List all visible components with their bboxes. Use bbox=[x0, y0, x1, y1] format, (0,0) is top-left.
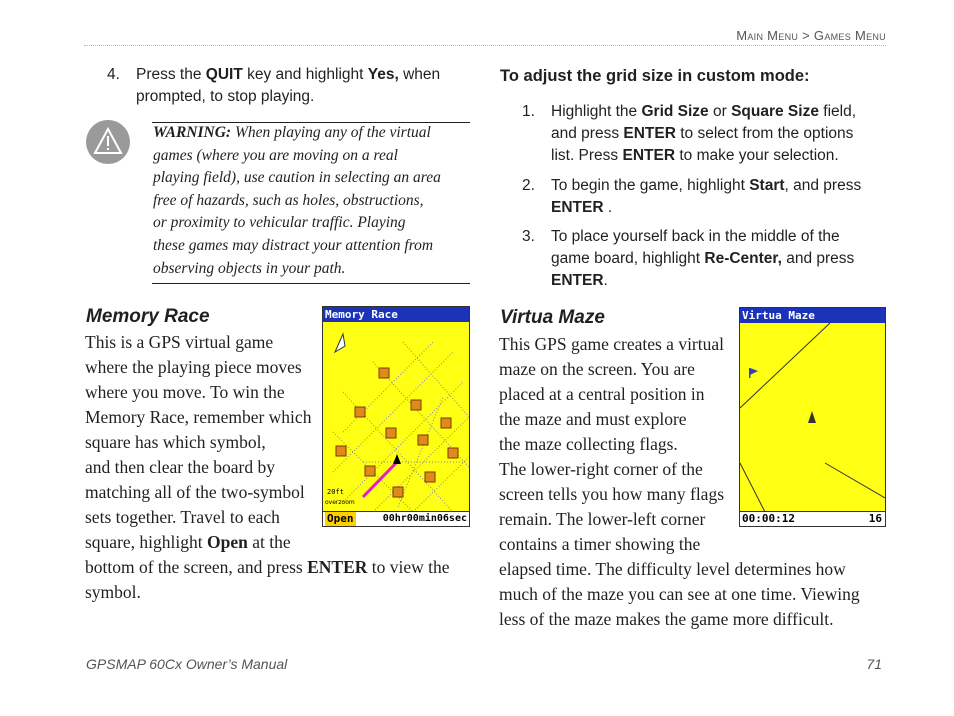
virtua-maze-status-bar bbox=[740, 511, 885, 526]
memory-race-screen bbox=[322, 306, 470, 527]
step-3-number: 3. bbox=[522, 228, 535, 245]
warning-icon bbox=[86, 120, 130, 164]
step-2-number: 2. bbox=[522, 177, 535, 194]
step-1-number: 1. bbox=[522, 103, 535, 120]
memory-race-body-end: square, highlight Open at the bottom of the screen, and press ENTER to view the symbol. bbox=[85, 532, 450, 602]
memory-race-heading: Memory Race bbox=[86, 306, 210, 327]
warning-bottom-rule bbox=[152, 283, 470, 284]
memory-race-status-bar bbox=[323, 511, 469, 526]
virtua-maze-heading: Virtua Maze bbox=[500, 307, 605, 328]
virtua-maze-body-end: elapsed time. The difficulty level determines how much of the maze you can see at one time. Viewing less of the maze makes the game more difficult. bbox=[499, 559, 860, 629]
memory-race-overzoom: overzoom bbox=[325, 499, 355, 506]
memory-race-scale: 20ft bbox=[327, 488, 344, 496]
flags-remaining: 16 bbox=[868, 512, 882, 525]
warning-label: WARNING: bbox=[153, 124, 232, 141]
open-button[interactable]: Open bbox=[327, 512, 354, 525]
step-2-text: To begin the game, highlight Start, and press ENTER . bbox=[551, 177, 862, 216]
breadcrumb: Main Menu > Games Menu bbox=[736, 28, 886, 43]
virtua-maze-screen bbox=[739, 307, 886, 527]
step-4-number: 4. bbox=[107, 66, 120, 83]
memory-race-board bbox=[323, 322, 469, 512]
custom-mode-heading: To adjust the grid size in custom mode: bbox=[500, 67, 810, 85]
maze-timer: 00:00:12 bbox=[742, 512, 795, 525]
memory-race-title-bar: Memory Race bbox=[323, 307, 469, 322]
virtua-maze-title-bar: Virtua Maze bbox=[740, 308, 885, 323]
step-4-text: Press the QUIT key and highlight Yes, when prompted, to stop playing. bbox=[136, 66, 441, 105]
page-number: 71 bbox=[866, 656, 882, 672]
warning-text: WARNING: When playing any of the virtual games (where you are moving on a real playing field), use caution in selecting an area free of hazards, such as holes, obstructions, or proximity to vehicular traffic. Playing these games may distract your attention from observing objects in your path. bbox=[153, 124, 441, 277]
footer-manual-title: GPSMAP 60Cx Owner’s Manual bbox=[86, 656, 288, 672]
step-1-text: Highlight the Grid Size or Square Size field, and press ENTER to select from the options list. Press ENTER to make your selection. bbox=[551, 103, 857, 164]
virtua-maze-body: This GPS game creates a virtual maze on the screen. You are placed at a central position in the maze and must explore the maze collecting flags. The lower-right corner of the screen tells you how many flags remain. The lower-left corner contains a timer showing the bbox=[499, 334, 725, 554]
memory-race-timer: 00hr00min06sec bbox=[382, 513, 467, 524]
virtua-maze-board bbox=[740, 323, 885, 512]
header-divider bbox=[84, 45, 886, 46]
memory-race-body: This is a GPS virtual game where the playing piece moves where you move. To win the Memory Race, remember which square has which symbol, and then clear the board by matching all of the two-symbol sets together. Travel to each bbox=[85, 332, 312, 527]
step-3-text: To place yourself back in the middle of the game board, highlight Re-Center, and press ENTER. bbox=[551, 228, 855, 289]
